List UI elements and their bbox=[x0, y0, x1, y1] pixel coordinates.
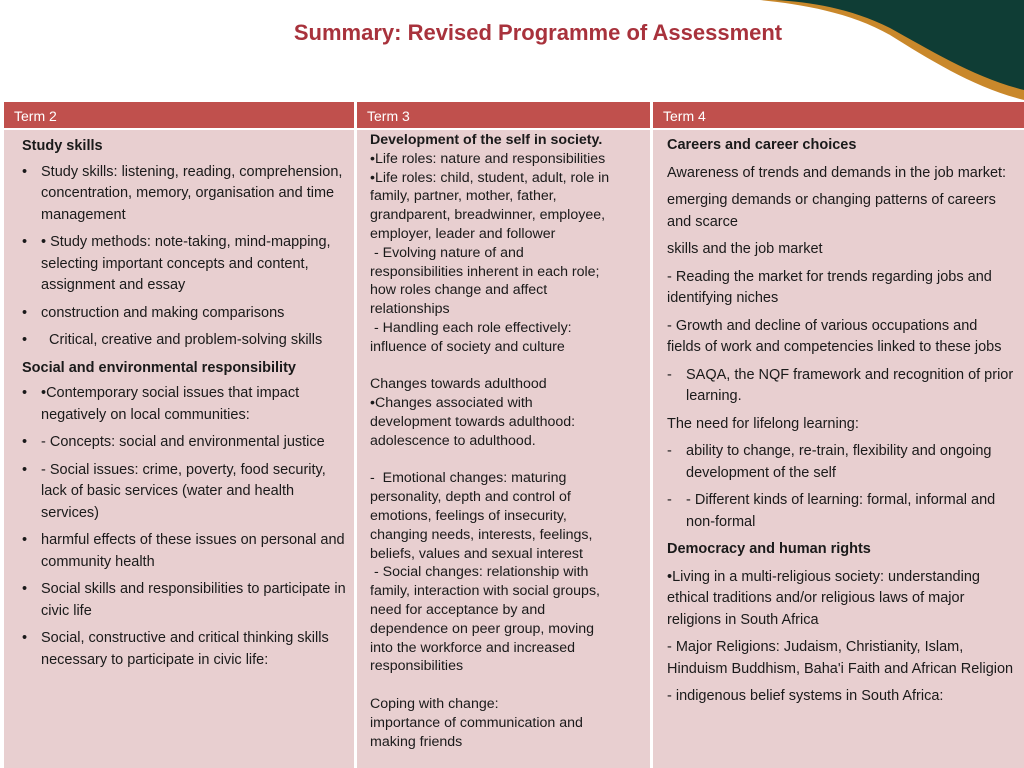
bullet: • bbox=[22, 434, 28, 450]
term-3-line: influence of society and culture bbox=[370, 338, 565, 355]
column-header-term-2: Term 2 bbox=[4, 102, 354, 130]
term-3-line: need for acceptance by and bbox=[370, 601, 546, 618]
list-item bbox=[667, 490, 1014, 533]
term-3-line: - Handling each role effectively: bbox=[370, 319, 572, 336]
bullet: • bbox=[22, 234, 28, 250]
term-3-line: responsibilities bbox=[370, 658, 464, 675]
paragraph: Awareness of trends and demands in the job market: bbox=[667, 164, 1007, 181]
paragraph: emerging demands or changing patterns of careers and scarce bbox=[667, 192, 996, 230]
list-item bbox=[22, 460, 346, 525]
term-3-line: dependence on peer group, moving bbox=[370, 620, 595, 637]
list-item-text: harmful effects of these issues on personal and community health bbox=[41, 532, 345, 570]
list-item-text: construction and making comparisons bbox=[41, 304, 285, 321]
term-3-line: - Evolving nature of and bbox=[370, 244, 524, 261]
list-item bbox=[667, 365, 1014, 408]
list-item bbox=[22, 383, 346, 426]
term-3-line: •Life roles: child, student, adult, role in bbox=[370, 169, 610, 186]
list-item-text: •Contemporary social issues that impact negatively on local communities: bbox=[41, 385, 300, 423]
list-item-text: Social, constructive and critical thinking skills necessary to participate in civic life: bbox=[41, 630, 329, 668]
term-3-line: personality, depth and control of bbox=[370, 489, 571, 506]
list-item bbox=[22, 232, 346, 297]
study-skills-list bbox=[22, 162, 346, 352]
dash-bullet: - bbox=[667, 366, 672, 383]
term-3-line: adolescence to adulthood. bbox=[370, 432, 536, 449]
corner-decoration bbox=[0, 0, 1024, 110]
list-item-text: SAQA, the NQF framework and recognition of prior learning. bbox=[686, 366, 1014, 404]
term-2-heading-study-skills: Study skills bbox=[22, 138, 103, 154]
term-3-line: Development of the self in society. bbox=[370, 132, 603, 148]
list-item bbox=[22, 530, 346, 573]
dash-bullet: - bbox=[667, 492, 672, 508]
term-3-line: •Changes associated with bbox=[370, 395, 533, 412]
column-term-3 bbox=[357, 102, 650, 768]
term-3-line: development towards adulthood: bbox=[370, 413, 576, 430]
list-item-text: ability to change, re-train, flexibility and ongoing development of the self bbox=[686, 443, 992, 481]
bullet: • bbox=[22, 304, 28, 321]
term-3-line: family, partner, mother, father, bbox=[370, 188, 557, 205]
term-4-content bbox=[653, 130, 1024, 768]
list-item bbox=[22, 432, 346, 454]
term-4-heading-democracy: Democracy and human rights bbox=[667, 541, 871, 557]
list-item-text: - Concepts: social and environmental justice bbox=[41, 434, 325, 450]
bullet: • bbox=[22, 461, 28, 478]
term-2-content bbox=[4, 130, 354, 768]
term-3-line: importance of communication and bbox=[370, 714, 583, 731]
paragraph: - Major Religions: Judaism, Christianity, Islam, Hinduism Buddhism, Baha'i Faith and African Religion bbox=[667, 639, 1014, 677]
term-4-heading-careers: Careers and career choices bbox=[667, 137, 857, 153]
column-header-term-3: Term 3 bbox=[357, 102, 650, 130]
term-3-line: grandparent, breadwinner, employee, bbox=[370, 207, 606, 224]
term-3-line bbox=[370, 357, 644, 376]
list-item-text: • Study methods: note-taking, mind-mapping, selecting important concepts and content, assignment and essay bbox=[41, 234, 331, 293]
term-3-line: Changes towards adulthood bbox=[370, 376, 547, 393]
term-3-line: emotions, feelings of insecurity, bbox=[370, 507, 567, 524]
term-3-line: family, interaction with social groups, bbox=[370, 583, 600, 600]
dash-bullet: - bbox=[667, 443, 672, 459]
list-item bbox=[22, 162, 346, 227]
social-responsibility-list bbox=[22, 383, 346, 671]
term-3-line: changing needs, interests, feelings, bbox=[370, 526, 593, 543]
list-item bbox=[667, 441, 1014, 484]
list-item-text: - Different kinds of learning: formal, informal and non-formal bbox=[686, 492, 996, 530]
bullet: • bbox=[22, 332, 28, 348]
term-3-line: •Life roles: nature and responsibilities bbox=[370, 150, 606, 167]
bullet: • bbox=[22, 630, 28, 646]
list-item-text: - Social issues: crime, poverty, food security, lack of basic services (water and health services) bbox=[41, 461, 326, 521]
paragraph: •Living in a multi-religious society: understanding ethical traditions and/or religious laws of major religions in South Africa bbox=[667, 568, 980, 628]
term-3-line: relationships bbox=[370, 301, 450, 318]
term-3-line: Coping with change: bbox=[370, 695, 499, 712]
list-item-text: Study skills: listening, reading, comprehension, concentration, memory, organisation and time management bbox=[41, 163, 343, 223]
list-item bbox=[22, 330, 346, 352]
paragraph: - Reading the market for trends regarding jobs and identifying niches bbox=[667, 268, 992, 306]
list-item-text: Critical, creative and problem-solving skills bbox=[41, 332, 323, 348]
term-3-line: responsibilities inherent in each role; bbox=[370, 263, 600, 280]
list-item bbox=[22, 628, 346, 671]
list-item bbox=[22, 579, 346, 622]
paragraph: - Growth and decline of various occupations and fields of work and competencies linked to these jobs bbox=[667, 317, 1002, 355]
assessment-table bbox=[4, 102, 1024, 768]
paragraph: skills and the job market bbox=[667, 241, 823, 257]
term-3-line: making friends bbox=[370, 733, 463, 750]
term-3-line bbox=[370, 676, 644, 695]
term-2-heading-social-responsibility: Social and environmental responsibility bbox=[22, 359, 296, 376]
term-3-line: beliefs, values and sexual interest bbox=[370, 545, 583, 562]
bullet: • bbox=[22, 581, 28, 597]
list-item-text: Social skills and responsibilities to participate in civic life bbox=[41, 581, 346, 619]
term-3-line: employer, leader and follower bbox=[370, 225, 556, 242]
column-term-4 bbox=[653, 102, 1024, 768]
bullet: • bbox=[22, 532, 28, 548]
list-item bbox=[22, 303, 346, 325]
term-3-line: - Emotional changes: maturing bbox=[370, 470, 567, 487]
paragraph: The need for lifelong learning: bbox=[667, 415, 859, 432]
term-3-line: into the workforce and increased bbox=[370, 639, 576, 656]
term-3-line: how roles change and affect bbox=[370, 282, 548, 299]
page-title: Summary: Revised Programme of Assessment bbox=[293, 20, 783, 45]
term-3-line bbox=[370, 451, 644, 470]
term-3-line: - Social changes: relationship with bbox=[370, 564, 589, 581]
bullet: • bbox=[22, 385, 28, 401]
paragraph: - indigenous belief systems in South Africa: bbox=[667, 688, 944, 704]
column-header-term-4: Term 4 bbox=[653, 102, 1024, 130]
term-3-content bbox=[357, 130, 650, 768]
column-term-2 bbox=[4, 102, 354, 768]
bullet: • bbox=[22, 163, 28, 180]
